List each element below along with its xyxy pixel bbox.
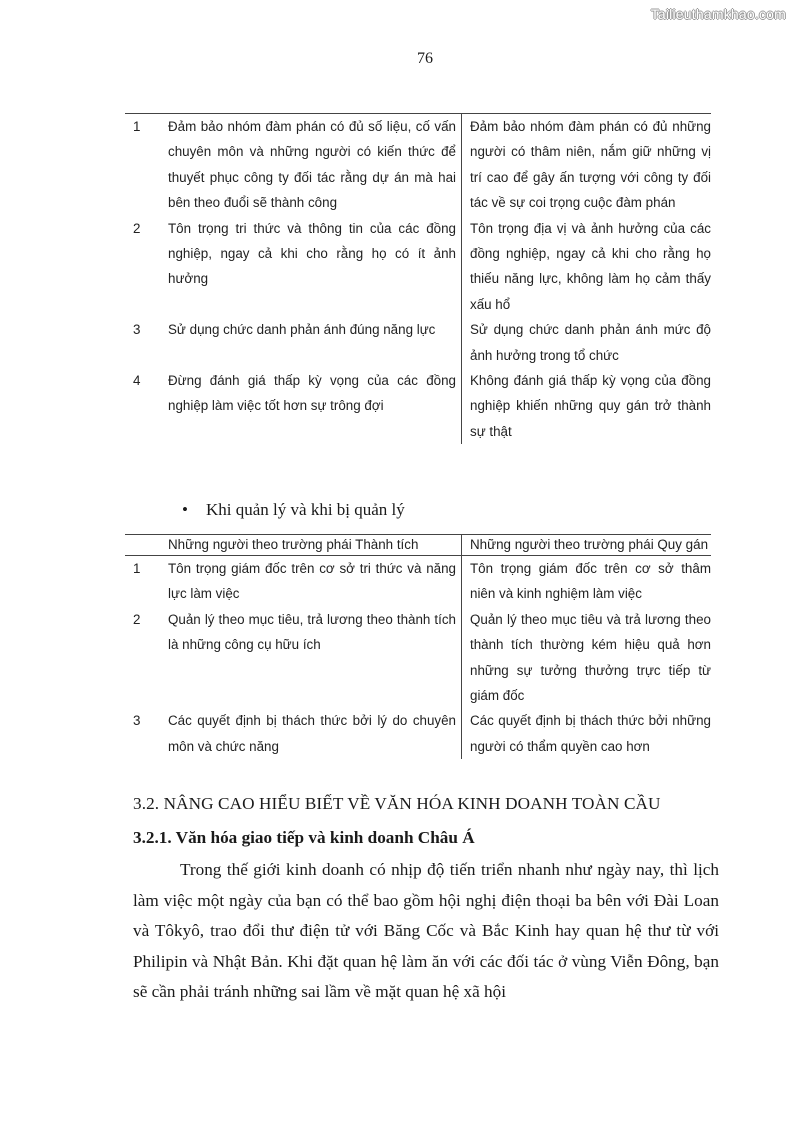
merit-cell: Đừng đánh giá thấp kỳ vọng của các đồng nghiệp làm việc tốt hơn sự trông đợi <box>168 373 456 414</box>
header-ascription: Những người theo trường phái Quy gán <box>461 535 711 555</box>
table-row <box>125 114 711 216</box>
ascription-cell: Đảm bảo nhóm đàm phán có đủ những người có thâm niên, nắm giữ những vị trí cao để gây ấn tượng với công ty đối tác về sự coi trọng cuộc đàm phán <box>461 114 711 216</box>
merit-cell: Tôn trọng giám đốc trên cơ sở tri thức và năng lực làm việc <box>168 561 456 602</box>
body-paragraph: Trong thế giới kinh doanh có nhịp độ tiến triển nhanh như ngày nay, thì lịch làm việc một ngày của bạn có thể bao gồm hội nghị điện thoại ba bên với Đài Loan và Tôkyô, trao đổi thư điện tử với Băng Cốc và Bắc Kinh hay quan hệ thư từ với Philipin và Nhật Bản. Khi đặt quan hệ làm ăn với các đối tác ở vùng Viễn Đông, bạn sẽ cần phải tránh những sai lầm về mặt quan hệ xã hội <box>133 860 719 1001</box>
merit-cell: Các quyết định bị thách thức bởi lý do chuyên môn và chức năng <box>168 713 456 754</box>
ascription-cell: Quản lý theo mục tiêu và trả lương theo thành tích thường kém hiệu quả hơn những sự tưởng thưởng trực tiếp từ giám đốc <box>461 607 711 709</box>
row-number: 4 <box>133 373 141 389</box>
header-merit: Những người theo trường phái Thành tích <box>168 537 419 552</box>
merit-cell: Quản lý theo mục tiêu, trả lương theo thành tích là những công cụ hữu ích <box>168 611 456 653</box>
watermark: Tailieuthamkhao.com <box>650 6 786 22</box>
merit-cell: Sử dụng chức danh phản ánh đúng năng lực <box>168 322 436 338</box>
ascription-cell: Các quyết định bị thách thức bởi những người có thẩm quyền cao hơn <box>461 708 711 759</box>
table-row <box>125 708 711 759</box>
subsection-heading: 3.2.1. Văn hóa giao tiếp và kinh doanh Châu Á <box>133 828 475 847</box>
table-row <box>125 556 711 607</box>
comparison-table-1 <box>125 113 711 444</box>
bullet-heading-text: Khi quản lý và khi bị quản lý <box>206 500 405 519</box>
row-number: 1 <box>133 561 141 576</box>
table-row <box>125 607 711 709</box>
bullet-heading <box>182 500 405 520</box>
table-row <box>125 368 711 444</box>
row-number: 2 <box>133 220 141 236</box>
row-number: 2 <box>133 611 141 627</box>
row-number: 3 <box>133 713 141 729</box>
row-number: 1 <box>133 119 141 134</box>
comparison-table-2 <box>125 534 711 759</box>
ascription-cell: Tôn trọng giám đốc trên cơ sở thâm niên và kinh nghiệm làm việc <box>461 556 711 607</box>
ascription-cell: Sử dụng chức danh phản ánh mức độ ảnh hưởng trong tổ chức <box>461 317 711 368</box>
bullet-icon: • <box>182 500 188 519</box>
merit-cell: Đảm bảo nhóm đàm phán có đủ số liệu, cố vấn chuyên môn và những người có kiến thức để thuyết phục công ty đối tác rằng dự án mà hai bên theo đuổi sẽ thành công <box>168 119 456 211</box>
section-heading: 3.2. NÂNG CAO HIỂU BIẾT VỀ VĂN HÓA KINH DOANH TOÀN CẦU <box>133 794 661 813</box>
ascription-cell: Tôn trọng địa vị và ảnh hưởng của các đồng nghiệp, ngay cả khi cho rằng họ thiếu năng lực, không làm họ cảm thấy xấu hổ <box>461 216 711 318</box>
page-number: 76 <box>417 50 433 67</box>
header-number-cell <box>125 535 160 555</box>
ascription-cell: Không đánh giá thấp kỳ vọng của đồng nghiệp khiến những quy gán trở thành sự thật <box>461 368 711 444</box>
table-header-row <box>125 535 711 556</box>
table-row <box>125 216 711 318</box>
row-number: 3 <box>133 322 141 338</box>
merit-cell: Tôn trọng tri thức và thông tin của các đồng nghiệp, ngay cả khi cho rằng họ có ít ảnh hưởng <box>168 220 456 287</box>
table-row <box>125 317 711 368</box>
